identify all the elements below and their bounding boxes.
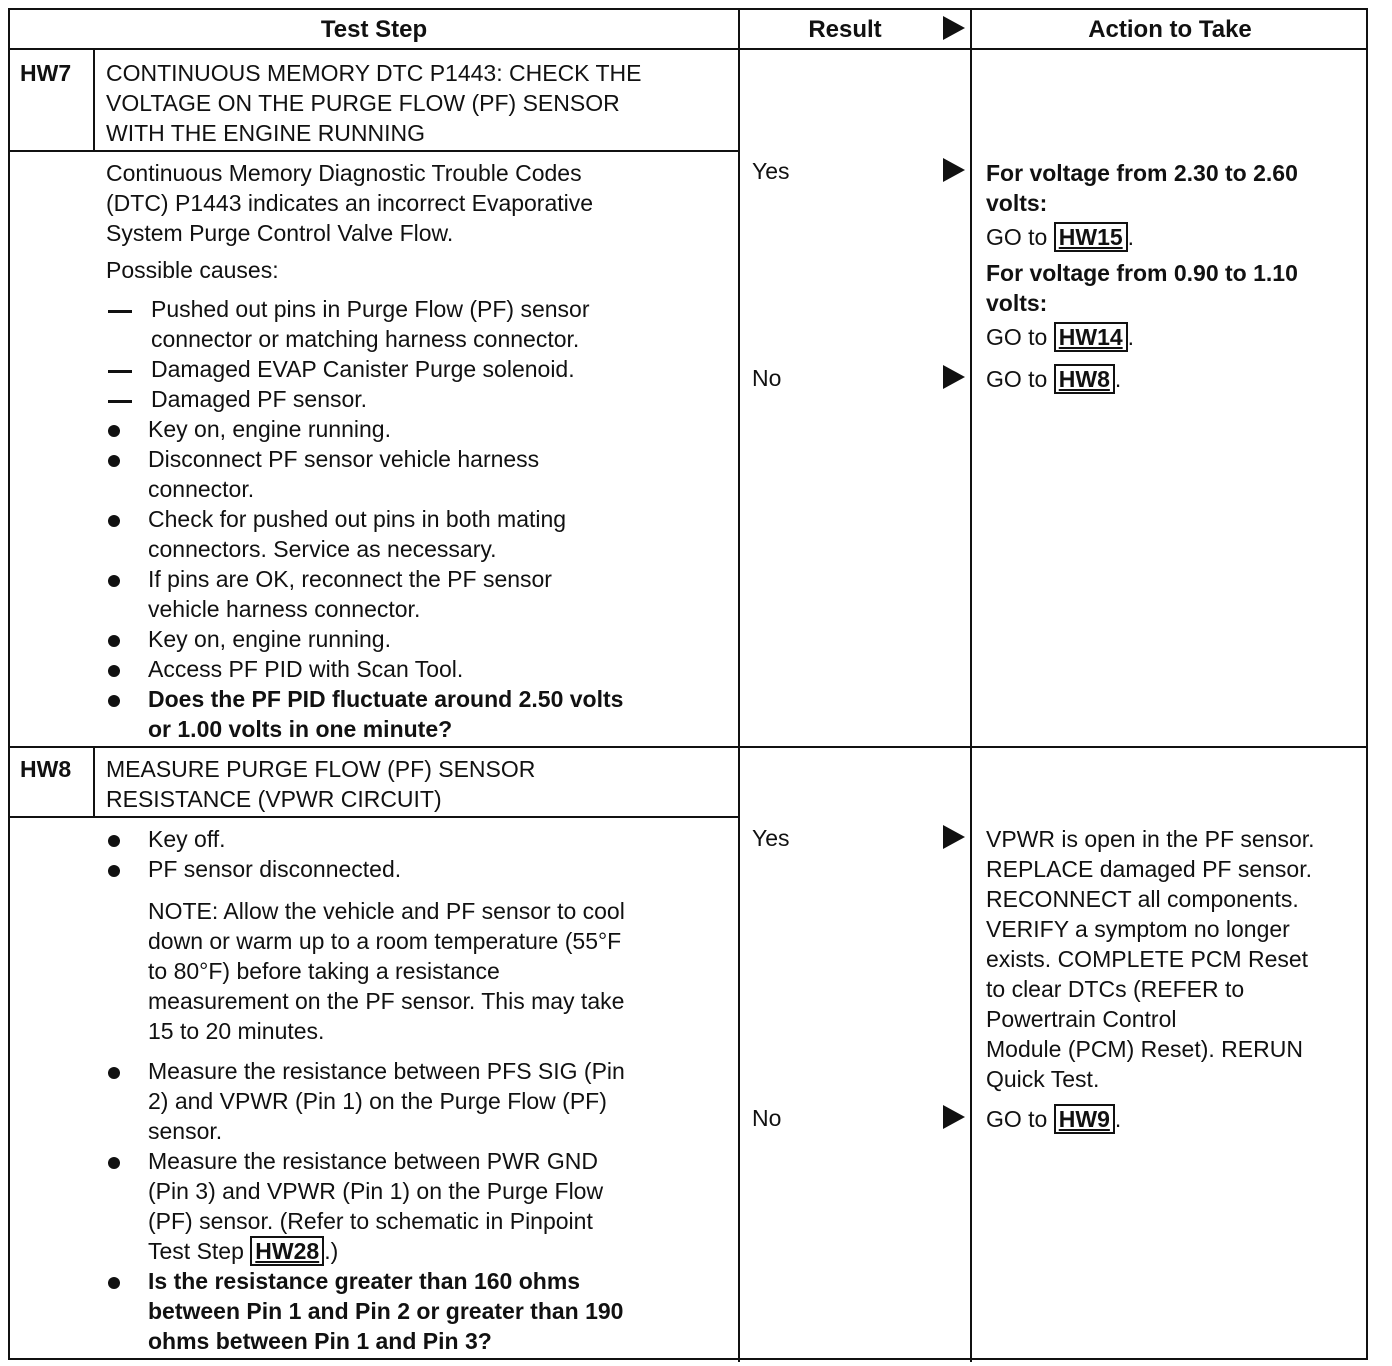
bullet-icon [108,1157,120,1169]
bullet-icon [108,695,120,707]
action-yes-hw8 [986,824,1366,1094]
bullet-icon [108,1067,120,1079]
result-yes-hw8: Yes [752,825,790,851]
text-line: 2) and VPWR (Pin 1) on the Purge Flow (PF) [148,1088,607,1114]
text-line: to clear DTCs (REFER to [986,976,1245,1002]
bullet-item [148,444,539,504]
text-line: Module (PCM) Reset). RERUN [986,1036,1303,1062]
title-line: RESISTANCE (VPWR CIRCUIT) [106,786,442,812]
question-hw8 [148,1266,623,1356]
text-line: Pushed out pins in Purge Flow (PF) sensor [151,296,590,322]
text-line: (Pin 3) and VPWR (Pin 1) on the Purge Flow [148,1178,604,1204]
bullet-icon [108,665,120,677]
bullet-icon [108,425,120,437]
bullet-icon [108,455,120,467]
text-line: ohms between Pin 1 and Pin 3? [148,1328,492,1354]
text-line: between Pin 1 and Pin 2 or greater than 190 [148,1298,624,1324]
causes-label: Possible causes: [106,257,279,283]
text-line: Quick Test. [986,1066,1100,1092]
text-line [148,1236,603,1266]
action-yes-b-hw7 [986,258,1366,318]
bullet-item: Key on, engine running. [148,416,391,442]
bullet-icon [108,865,120,877]
text-line: Measure the resistance between PFS SIG (Pin [148,1058,625,1084]
ref-link-hw28[interactable]: HW28 [250,1236,324,1266]
bullet-icon [108,635,120,647]
bullet-item [148,504,566,564]
text-fragment: Test Step [148,1238,244,1264]
bullet-item: Key off. [148,826,226,852]
bullet-item [148,564,552,624]
title-rule [10,816,738,818]
header-action: Action to Take [1088,16,1252,43]
text-line: Check for pushed out pins in both mating [148,506,567,532]
text-line: volts: [986,290,1048,316]
note-text [148,896,738,1046]
goto-hw9: GO to HW9 . [986,1106,1122,1132]
text-line: For voltage from 0.90 to 1.10 [986,260,1298,286]
text-line: to 80°F) before taking a resistance [148,958,500,984]
text-line: connectors. Service as necessary. [148,536,497,562]
step-id-hw8: HW8 [20,756,72,782]
text-line: Disconnect PF sensor vehicle harness [148,446,540,472]
result-no-hw7: No [752,365,782,391]
cause-item: Damaged PF sensor. [151,386,368,412]
cause-item: Damaged EVAP Canister Purge solenoid. [151,356,575,382]
ref-link-hw9[interactable]: HW9 [1054,1104,1115,1134]
step-title-hw7 [106,58,736,148]
action-yes-a-hw7 [986,158,1366,218]
text-line: Continuous Memory Diagnostic Trouble Codes [106,160,582,186]
bullet-item: Key on, engine running. [148,626,391,652]
goto-label: GO to [986,1106,1048,1132]
text-line: vehicle harness connector. [148,596,421,622]
bullet-icon [108,1277,120,1289]
diagnostic-table [8,8,1368,1360]
step-separator [10,746,1368,748]
text-line: VERIFY a symptom no longer [986,916,1290,942]
ref-link-hw8[interactable]: HW8 [1054,364,1115,394]
bullet-item [148,1146,603,1266]
text-line: If pins are OK, reconnect the PF sensor [148,566,552,592]
text-line: measurement on the PF sensor. This may take [148,988,625,1014]
text-line: Powertrain Control [986,1006,1177,1032]
goto-hw8: GO to HW8 . [986,366,1122,392]
title-line: VOLTAGE ON THE PURGE FLOW (PF) SENSOR [106,90,620,116]
goto-hw14: GO to HW14 . [986,324,1135,350]
ref-link-hw15[interactable]: HW15 [1054,222,1128,252]
text-line: Is the resistance greater than 160 ohms [148,1268,581,1294]
intro-text-hw7 [106,158,736,248]
step-id-divider [93,50,95,150]
text-line: (DTC) P1443 indicates an incorrect Evaporative [106,190,594,216]
text-line: or 1.00 volts in one minute? [148,716,453,742]
text-line: Does the PF PID fluctuate around 2.50 volts [148,686,624,712]
title-line: MEASURE PURGE FLOW (PF) SENSOR [106,756,536,782]
dash-marker [108,370,132,373]
dash-marker [108,310,132,313]
arrow-icon [943,158,965,182]
bullet-icon [108,835,120,847]
text-fragment: .) [324,1238,339,1264]
text-line: 15 to 20 minutes. [148,1018,325,1044]
step-title-hw8 [106,754,736,814]
dash-marker [108,400,132,403]
bullet-item: PF sensor disconnected. [148,856,402,882]
goto-label: GO to [986,324,1048,350]
header-rule [10,48,1368,50]
header-result: Result [808,16,882,43]
step-id-hw7: HW7 [20,60,72,86]
text-line: exists. COMPLETE PCM Reset [986,946,1309,972]
text-line: NOTE: Allow the vehicle and PF sensor to cool [148,898,625,924]
cause-item [151,294,589,354]
bullet-item: Access PF PID with Scan Tool. [148,656,464,682]
ref-link-hw14[interactable]: HW14 [1054,322,1128,352]
bullet-item [148,1056,625,1146]
text-line: For voltage from 2.30 to 2.60 [986,160,1298,186]
text-line: connector. [148,476,255,502]
bullet-icon [108,515,120,527]
arrow-icon [943,1105,965,1129]
column-divider [970,10,972,1362]
header-test-step: Test Step [320,16,428,43]
title-line: WITH THE ENGINE RUNNING [106,120,426,146]
goto-label: GO to [986,224,1048,250]
text-line: VPWR is open in the PF sensor. [986,826,1315,852]
text-line: down or warm up to a room temperature (55°F [148,928,622,954]
column-divider [738,10,740,1362]
text-line: (PF) sensor. (Refer to schematic in Pinpoint [148,1208,593,1234]
text-line: volts: [986,190,1048,216]
step-id-divider [93,748,95,818]
title-line: CONTINUOUS MEMORY DTC P1443: CHECK THE [106,60,642,86]
text-line: Measure the resistance between PWR GND [148,1148,598,1174]
goto-label: GO to [986,366,1048,392]
goto-hw15: GO to HW15 . [986,224,1135,250]
arrow-icon [943,365,965,389]
result-no-hw8: No [752,1105,782,1131]
header-arrow-icon [943,16,965,40]
text-line: sensor. [148,1118,223,1144]
result-yes-hw7: Yes [752,158,790,184]
bullet-icon [108,575,120,587]
arrow-icon [943,825,965,849]
question-hw7 [148,684,623,744]
title-rule [10,150,738,152]
text-line: REPLACE damaged PF sensor. [986,856,1312,882]
text-line: System Purge Control Valve Flow. [106,220,454,246]
text-line: RECONNECT all components. [986,886,1299,912]
text-line: connector or matching harness connector. [151,326,580,352]
